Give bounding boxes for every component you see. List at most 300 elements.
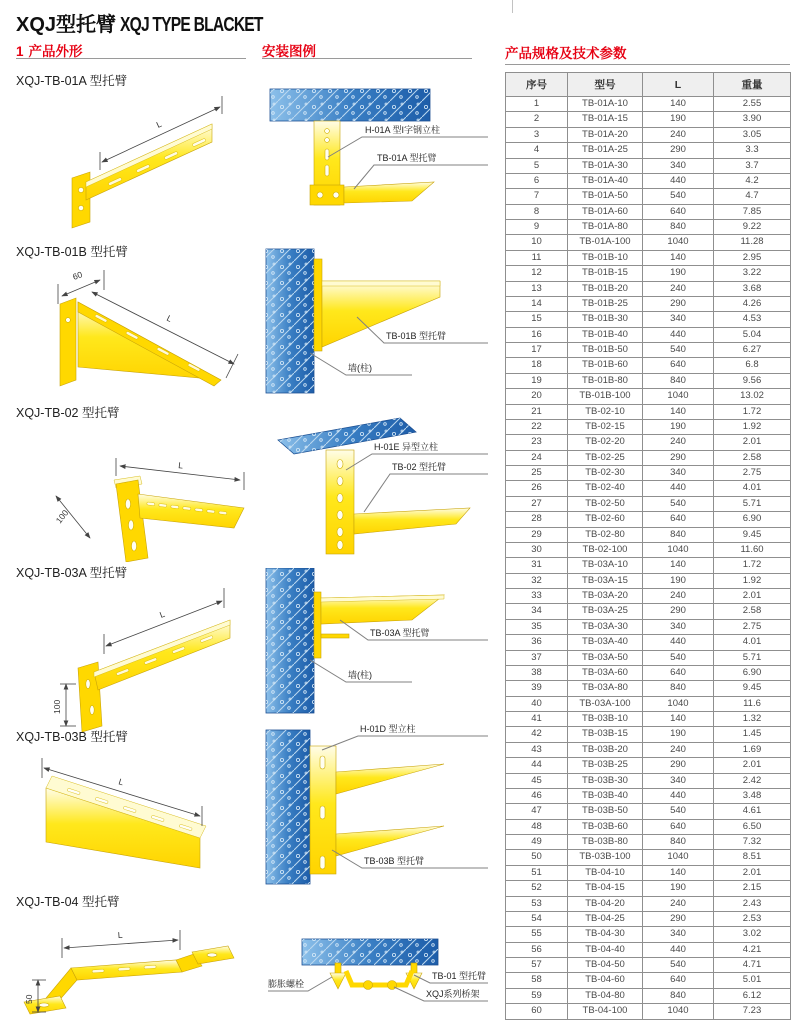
table-cell: 340 [643, 158, 714, 173]
table-cell: 30 [506, 542, 568, 557]
install-drawing [262, 245, 492, 397]
table-row [506, 911, 791, 926]
table-row [506, 896, 791, 911]
table-cell: TB-01A-25 [568, 143, 643, 158]
table-cell: TB-01B-10 [568, 250, 643, 265]
table-cell: 10 [506, 235, 568, 250]
table-cell: 37 [506, 650, 568, 665]
table-row [506, 296, 791, 311]
table-cell: 140 [643, 558, 714, 573]
table-cell: 640 [643, 358, 714, 373]
table-cell: 50 [506, 850, 568, 865]
leader-line [364, 474, 488, 512]
table-cell: 840 [643, 681, 714, 696]
table-row [506, 312, 791, 327]
table-cell: 440 [643, 788, 714, 803]
hole [337, 477, 343, 486]
table-cell: 540 [643, 804, 714, 819]
foot-slot [39, 1003, 49, 1007]
table-cell: 1 [506, 97, 568, 112]
table-cell: 55 [506, 927, 568, 942]
install-label: 墙(柱) [348, 670, 372, 680]
table-cell: 840 [643, 527, 714, 542]
table-cell: 290 [643, 296, 714, 311]
table-cell: 1040 [643, 389, 714, 404]
oval-hole [90, 705, 94, 714]
table-cell: 190 [643, 727, 714, 742]
table-cell: 2.95 [714, 250, 791, 265]
table-cell: 6 [506, 173, 568, 188]
table-row [506, 158, 791, 173]
col-header-index: 序号 [506, 73, 568, 97]
install-label: H-01A 型I字钢立柱 [365, 125, 441, 135]
table-cell: 9.45 [714, 681, 791, 696]
hole [337, 511, 343, 520]
table-cell: TB-02-25 [568, 450, 643, 465]
table-row [506, 389, 791, 404]
table-cell: TB-03B-10 [568, 712, 643, 727]
table-cell: TB-02-40 [568, 481, 643, 496]
install-diagram-tb-01b [262, 245, 492, 397]
table-cell: TB-03A-50 [568, 650, 643, 665]
table-row [506, 358, 791, 373]
table-cell: TB-03A-60 [568, 665, 643, 680]
table-cell: 49 [506, 835, 568, 850]
concrete-texture [270, 89, 430, 121]
col-header-weight: 重量 [714, 73, 791, 97]
table-row [506, 881, 791, 896]
product-label-tb-04: XQJ-TB-04 型托臂 [16, 895, 120, 909]
table-cell: 140 [643, 97, 714, 112]
table-row [506, 281, 791, 296]
install-label: TB-01 型托臂 [432, 971, 487, 981]
concrete-texture [302, 939, 438, 965]
install-label: TB-03A 型托臂 [370, 628, 430, 638]
table-cell: TB-03A-40 [568, 635, 643, 650]
table-cell: 1.92 [714, 419, 791, 434]
table-cell: 1.72 [714, 558, 791, 573]
table-cell: 56 [506, 942, 568, 957]
table-cell: 440 [643, 481, 714, 496]
slot [118, 967, 130, 971]
table-cell: 3.3 [714, 143, 791, 158]
table-row [506, 988, 791, 1003]
table-cell: TB-04-100 [568, 1004, 643, 1019]
table-cell: TB-03A-10 [568, 558, 643, 573]
table-cell: TB-03B-50 [568, 804, 643, 819]
bolt-hole [78, 187, 83, 192]
table-cell: 3.02 [714, 927, 791, 942]
table-cell: 140 [643, 865, 714, 880]
table-cell: TB-01A-20 [568, 127, 643, 142]
dim-label: L [165, 312, 174, 324]
table-cell: 6.27 [714, 343, 791, 358]
table-row [506, 1004, 791, 1019]
table-cell: TB-03B-60 [568, 819, 643, 834]
table-cell: 840 [643, 373, 714, 388]
table-cell: 7.32 [714, 835, 791, 850]
table-cell: TB-01B-20 [568, 281, 643, 296]
bracket-arm-lower [336, 826, 444, 856]
table-cell: 2.58 [714, 604, 791, 619]
table-cell: 34 [506, 604, 568, 619]
table-row [506, 173, 791, 188]
table-cell: 4 [506, 143, 568, 158]
table-cell: TB-01A-100 [568, 235, 643, 250]
arm-highlight [86, 124, 212, 187]
table-row [506, 435, 791, 450]
bolt-hole [333, 192, 339, 198]
table-cell: 190 [643, 573, 714, 588]
table-cell: 540 [643, 496, 714, 511]
section-rule [262, 58, 472, 59]
product-diagram-tb-03b [16, 748, 246, 880]
dim-label: L [117, 776, 125, 788]
section-header-specs [505, 42, 627, 62]
table-row [506, 204, 791, 219]
dim-label: 100 [53, 507, 71, 526]
table-cell: 4.2 [714, 173, 791, 188]
oval-hole [86, 679, 90, 688]
install-label: H-01D 型立柱 [360, 724, 416, 734]
table-cell: 6.50 [714, 819, 791, 834]
install-label: TB-01B 型托臂 [386, 331, 447, 341]
table-row [506, 450, 791, 465]
table-cell: 140 [643, 250, 714, 265]
product-label-tb-01a: XQJ-TB-01A 型托臂 [16, 74, 128, 88]
table-cell: 32 [506, 573, 568, 588]
table-row [506, 112, 791, 127]
table-cell: TB-04-10 [568, 865, 643, 880]
install-label: 墙(柱) [348, 363, 372, 373]
table-row [506, 266, 791, 281]
table-cell: TB-02-10 [568, 404, 643, 419]
table-cell: TB-03A-100 [568, 696, 643, 711]
table-cell: 240 [643, 281, 714, 296]
product-diagram-tb-01a [16, 88, 246, 236]
table-cell: 6.8 [714, 358, 791, 373]
table-cell: 340 [643, 312, 714, 327]
install-label: TB-02 型托臂 [392, 462, 447, 472]
table-cell: 540 [643, 958, 714, 973]
table-row [506, 727, 791, 742]
table-cell: 59 [506, 988, 568, 1003]
table-cell: 33 [506, 589, 568, 604]
table-cell: TB-04-60 [568, 973, 643, 988]
oval-hole [128, 520, 133, 530]
table-cell: 44 [506, 758, 568, 773]
table-cell: 11.6 [714, 696, 791, 711]
table-cell: 1.72 [714, 404, 791, 419]
table-row [506, 419, 791, 434]
table-cell: 2.55 [714, 97, 791, 112]
table-row [506, 189, 791, 204]
table-row [506, 527, 791, 542]
brace-strip [321, 634, 349, 638]
hole [325, 129, 330, 134]
table-cell: 3.7 [714, 158, 791, 173]
table-cell: TB-02-20 [568, 435, 643, 450]
section-rule [505, 64, 790, 65]
table-cell: 47 [506, 804, 568, 819]
table-cell: 2.75 [714, 619, 791, 634]
table-cell: 11.28 [714, 235, 791, 250]
product-diagram-tb-01b [16, 262, 246, 402]
section-number: 1 [16, 44, 24, 59]
table-cell: 7.85 [714, 204, 791, 219]
expansion-bolt [330, 973, 346, 989]
mount-plate [60, 298, 76, 386]
table-cell: 5 [506, 158, 568, 173]
table-cell: 340 [643, 619, 714, 634]
bolt-hole [66, 318, 71, 323]
table-cell: 840 [643, 835, 714, 850]
table-cell: 11 [506, 250, 568, 265]
table-cell: 22 [506, 419, 568, 434]
table-cell: TB-03B-15 [568, 727, 643, 742]
table-cell: 190 [643, 266, 714, 281]
install-label: XQJ系列桥架 [426, 989, 480, 999]
hole [337, 460, 343, 469]
table-cell: 5.04 [714, 327, 791, 342]
table-row [506, 973, 791, 988]
table-row [506, 681, 791, 696]
table-cell: 190 [643, 881, 714, 896]
section-title: 产品外形 [28, 44, 83, 59]
table-row [506, 758, 791, 773]
table-cell: 24 [506, 450, 568, 465]
section-title: 安装图例 [262, 44, 316, 59]
table-cell: TB-02-15 [568, 419, 643, 434]
table-cell: 6.12 [714, 988, 791, 1003]
slot [325, 165, 329, 176]
arm-highlight [322, 281, 440, 286]
table-cell: TB-01A-40 [568, 173, 643, 188]
table-row [506, 788, 791, 803]
table-cell: 25 [506, 466, 568, 481]
table-cell: 31 [506, 558, 568, 573]
dim-tick [226, 354, 238, 378]
table-cell: 2.01 [714, 865, 791, 880]
table-cell: TB-01B-30 [568, 312, 643, 327]
table-cell: TB-01A-50 [568, 189, 643, 204]
table-cell: 28 [506, 512, 568, 527]
table-cell: 640 [643, 973, 714, 988]
table-cell: 2.01 [714, 435, 791, 450]
hole [337, 528, 343, 537]
bracket-arm [354, 508, 470, 534]
table-cell: 640 [643, 204, 714, 219]
table-cell: 13.02 [714, 389, 791, 404]
table-cell: 23 [506, 435, 568, 450]
bracket-arm-upper [336, 764, 444, 794]
table-cell: TB-03B-80 [568, 835, 643, 850]
table-cell: TB-03A-25 [568, 604, 643, 619]
table-row [506, 542, 791, 557]
table-cell: 3.05 [714, 127, 791, 142]
table-cell: 540 [643, 343, 714, 358]
table-cell: 60 [506, 1004, 568, 1019]
table-cell: 2.01 [714, 758, 791, 773]
page-title [16, 8, 303, 37]
slot [320, 856, 325, 869]
dim-label: 60 [71, 269, 84, 282]
table-row [506, 481, 791, 496]
table-cell: TB-04-25 [568, 911, 643, 926]
table-cell: 3.90 [714, 112, 791, 127]
table-row [506, 835, 791, 850]
table-cell: 440 [643, 635, 714, 650]
table-cell: TB-01B-15 [568, 266, 643, 281]
table-cell: 440 [643, 942, 714, 957]
table-cell: 9 [506, 220, 568, 235]
table-cell: 5.71 [714, 496, 791, 511]
roller [364, 981, 373, 990]
table-cell: 340 [643, 466, 714, 481]
table-cell: TB-03A-15 [568, 573, 643, 588]
bracket-drawing [16, 748, 246, 880]
table-cell: 2.01 [714, 589, 791, 604]
mount-plate [314, 259, 322, 351]
section-header-products [16, 40, 83, 60]
table-cell: 290 [643, 758, 714, 773]
slot [92, 969, 104, 973]
bracket-drawing [16, 262, 246, 402]
table-cell: 54 [506, 911, 568, 926]
table-cell: 7.23 [714, 1004, 791, 1019]
table-cell: 17 [506, 343, 568, 358]
table-cell: 640 [643, 512, 714, 527]
table-cell: 640 [643, 665, 714, 680]
table-cell: 38 [506, 665, 568, 680]
page-title-en: XQJ TYPE BLACKET [120, 14, 263, 36]
table-cell: 3.68 [714, 281, 791, 296]
table-row [506, 97, 791, 112]
dim-label: 50 [24, 994, 34, 1004]
table-cell: 9.22 [714, 220, 791, 235]
table-cell: 1.69 [714, 742, 791, 757]
table-row [506, 250, 791, 265]
table-cell: 540 [643, 650, 714, 665]
bolt-hole [78, 205, 83, 210]
table-cell: 48 [506, 819, 568, 834]
table-cell: 4.01 [714, 481, 791, 496]
table-cell: 1.92 [714, 573, 791, 588]
table-cell: 27 [506, 496, 568, 511]
install-drawing [262, 412, 492, 560]
table-cell: 3.22 [714, 266, 791, 281]
table-row [506, 619, 791, 634]
table-cell: TB-04-40 [568, 942, 643, 957]
table-cell: 440 [643, 327, 714, 342]
dim-label: L [158, 608, 167, 620]
leader-line [322, 736, 488, 750]
table-row [506, 819, 791, 834]
table-cell: 240 [643, 127, 714, 142]
table-row [506, 696, 791, 711]
table-cell: TB-04-30 [568, 927, 643, 942]
table-cell: 4.7 [714, 189, 791, 204]
table-cell: 8.51 [714, 850, 791, 865]
table-cell: 340 [643, 773, 714, 788]
table-cell: TB-01A-30 [568, 158, 643, 173]
table-cell: TB-02-30 [568, 466, 643, 481]
table-cell: 29 [506, 527, 568, 542]
table-cell: 12 [506, 266, 568, 281]
slot [320, 756, 325, 769]
table-cell: 4.61 [714, 804, 791, 819]
table-cell: 1040 [643, 850, 714, 865]
table-cell: 1040 [643, 542, 714, 557]
table-cell: 1040 [643, 696, 714, 711]
install-diagram-tb-03a [262, 568, 492, 714]
table-cell: 13 [506, 281, 568, 296]
table-cell: 51 [506, 865, 568, 880]
col-header-length: L [643, 73, 714, 97]
arm-highlight [94, 620, 230, 677]
table-cell: 7 [506, 189, 568, 204]
table-cell: 36 [506, 635, 568, 650]
table-cell: 290 [643, 450, 714, 465]
table-cell: 3 [506, 127, 568, 142]
page-title-cn: XQJ型托臂 [16, 14, 117, 36]
mount-plate [72, 172, 90, 228]
table-cell: 19 [506, 373, 568, 388]
table-cell: 4.01 [714, 635, 791, 650]
table-cell: TB-04-15 [568, 881, 643, 896]
table-cell: TB-04-80 [568, 988, 643, 1003]
table-cell: 42 [506, 727, 568, 742]
table-row [506, 373, 791, 388]
table-cell: TB-01B-80 [568, 373, 643, 388]
table-cell: TB-02-80 [568, 527, 643, 542]
oval-hole [125, 499, 130, 509]
table-cell: 14 [506, 296, 568, 311]
table-cell: 190 [643, 419, 714, 434]
table-cell: 240 [643, 589, 714, 604]
table-cell: TB-01B-50 [568, 343, 643, 358]
table-header-row [506, 73, 791, 97]
table-cell: TB-03B-30 [568, 773, 643, 788]
product-label-tb-01b: XQJ-TB-01B 型托臂 [16, 245, 128, 259]
table-cell: 20 [506, 389, 568, 404]
table-cell: TB-03B-20 [568, 742, 643, 757]
dim-label: L [154, 118, 164, 130]
table-cell: 440 [643, 173, 714, 188]
table-cell: TB-01B-40 [568, 327, 643, 342]
table-row [506, 573, 791, 588]
table-cell: 9.45 [714, 527, 791, 542]
dim-label: L [177, 460, 184, 471]
table-cell: TB-01B-60 [568, 358, 643, 373]
table-cell: 21 [506, 404, 568, 419]
table-cell: TB-01A-80 [568, 220, 643, 235]
table-cell: 4.71 [714, 958, 791, 973]
install-drawing [262, 568, 492, 714]
concrete-texture [266, 249, 314, 393]
table-cell: TB-01A-15 [568, 112, 643, 127]
table-cell: 1040 [643, 1004, 714, 1019]
table-cell: 240 [643, 435, 714, 450]
product-diagram-tb-02 [16, 432, 246, 562]
table-cell: 5.71 [714, 650, 791, 665]
table-cell: 140 [643, 712, 714, 727]
table-cell: TB-02-50 [568, 496, 643, 511]
install-label: H-01E 异型立柱 [374, 442, 439, 452]
bolt-hole [317, 192, 323, 198]
table-cell: 190 [643, 112, 714, 127]
table-row [506, 742, 791, 757]
